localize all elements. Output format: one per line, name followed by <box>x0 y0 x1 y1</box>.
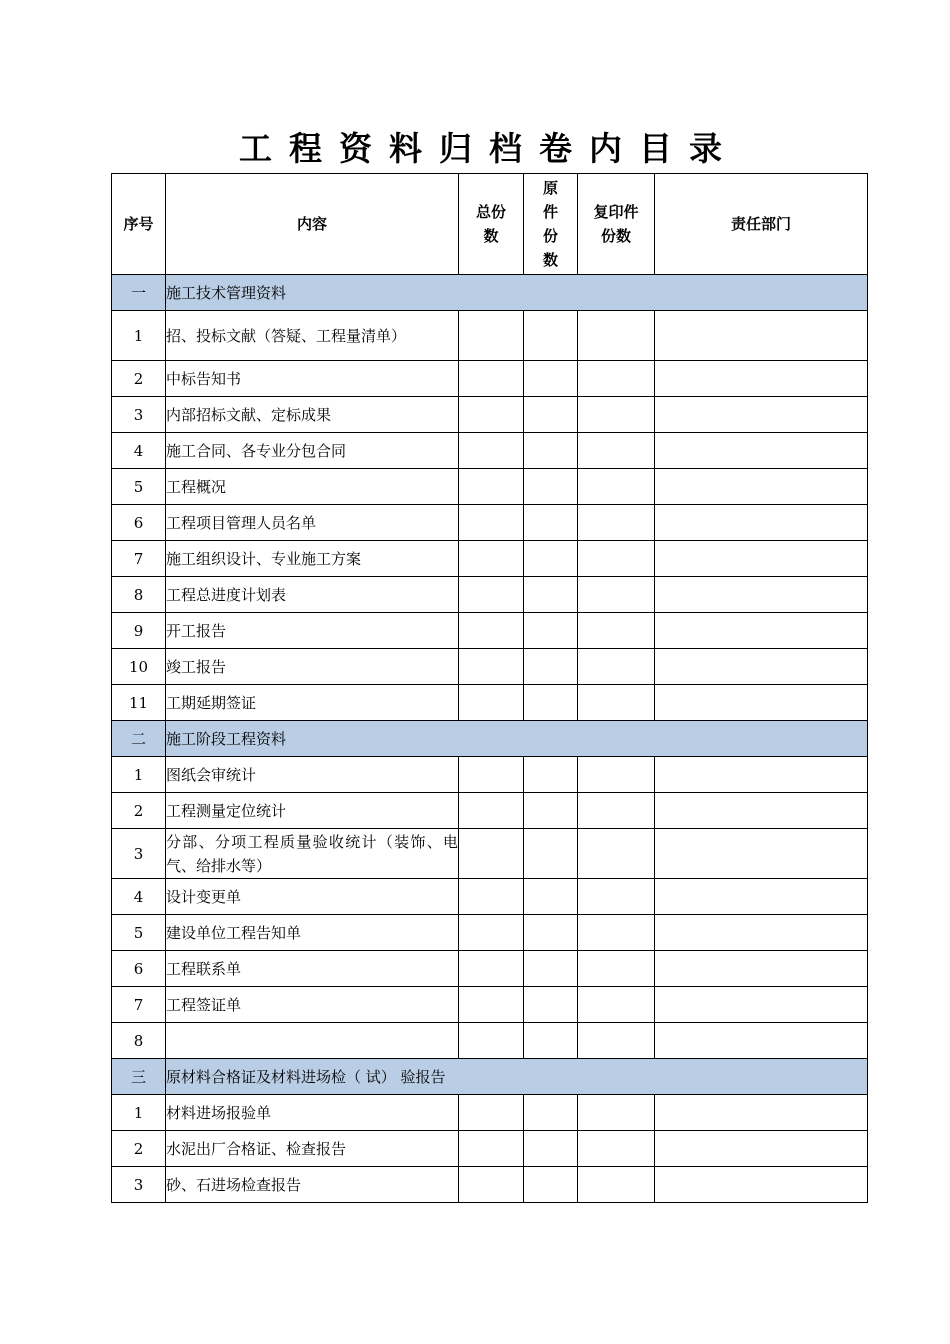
responsible-dept-cell <box>655 361 868 397</box>
photocopy-copies-cell <box>578 793 655 829</box>
original-copies-cell <box>524 505 578 541</box>
section-title: 施工阶段工程资料 <box>166 721 868 757</box>
original-copies-cell <box>524 613 578 649</box>
responsible-dept-cell <box>655 951 868 987</box>
original-copies-cell <box>524 433 578 469</box>
header-original-char-2: 件 <box>542 203 558 221</box>
header-original-char-1: 原 <box>542 179 558 197</box>
section-title: 施工技术管理资料 <box>166 275 868 311</box>
row-index: 4 <box>112 879 166 915</box>
row-content: 图纸会审统计 <box>166 757 459 793</box>
photocopy-copies-cell <box>578 1095 655 1131</box>
row-content: 工程测量定位统计 <box>166 793 459 829</box>
row-index: 6 <box>112 505 166 541</box>
photocopy-copies-cell <box>578 685 655 721</box>
responsible-dept-cell <box>655 829 868 879</box>
table-row <box>112 757 868 793</box>
photocopy-copies-cell <box>578 757 655 793</box>
row-index: 6 <box>112 951 166 987</box>
section-row <box>112 275 868 311</box>
table-row <box>112 987 868 1023</box>
table-row <box>112 793 868 829</box>
table-row <box>112 829 868 879</box>
row-content: 建设单位工程告知单 <box>166 915 459 951</box>
original-copies-cell <box>524 757 578 793</box>
total-copies-cell <box>459 757 524 793</box>
table-row <box>112 1131 868 1167</box>
responsible-dept-cell <box>655 1095 868 1131</box>
row-index: 二 <box>112 721 166 757</box>
table-row <box>112 1023 868 1059</box>
total-copies-cell <box>459 433 524 469</box>
table-row <box>112 1095 868 1131</box>
responsible-dept-cell <box>655 757 868 793</box>
table-row <box>112 951 868 987</box>
row-content: 水泥出厂合格证、检查报告 <box>166 1131 459 1167</box>
photocopy-copies-cell <box>578 613 655 649</box>
row-index: 10 <box>112 649 166 685</box>
original-copies-cell <box>524 879 578 915</box>
table-row <box>112 577 868 613</box>
responsible-dept-cell <box>655 915 868 951</box>
responsible-dept-cell <box>655 577 868 613</box>
row-index: 2 <box>112 1131 166 1167</box>
row-content <box>166 1023 459 1059</box>
row-content: 施工合同、各专业分包合同 <box>166 433 459 469</box>
total-copies-cell <box>459 987 524 1023</box>
original-copies-cell <box>524 361 578 397</box>
responsible-dept-cell <box>655 685 868 721</box>
header-original-char-3: 份 <box>542 227 558 245</box>
responsible-dept-cell <box>655 793 868 829</box>
total-copies-cell <box>459 685 524 721</box>
responsible-dept-cell <box>655 469 868 505</box>
row-content: 工程总进度计划表 <box>166 577 459 613</box>
row-index: 9 <box>112 613 166 649</box>
original-copies-cell <box>524 311 578 361</box>
row-content: 材料进场报验单 <box>166 1095 459 1131</box>
photocopy-copies-cell <box>578 469 655 505</box>
table-row <box>112 613 868 649</box>
responsible-dept-cell <box>655 433 868 469</box>
header-original-copies <box>524 174 578 275</box>
photocopy-copies-cell <box>578 1023 655 1059</box>
row-content: 砂、石进场检查报告 <box>166 1167 459 1203</box>
original-copies-cell <box>524 541 578 577</box>
responsible-dept-cell <box>655 397 868 433</box>
row-index: 3 <box>112 829 166 879</box>
row-index: 7 <box>112 987 166 1023</box>
row-content: 设计变更单 <box>166 879 459 915</box>
table-row <box>112 361 868 397</box>
photocopy-copies-cell <box>578 433 655 469</box>
row-content: 工程联系单 <box>166 951 459 987</box>
responsible-dept-cell <box>655 879 868 915</box>
responsible-dept-cell <box>655 613 868 649</box>
responsible-dept-cell <box>655 1023 868 1059</box>
row-index: 一 <box>112 275 166 311</box>
photocopy-copies-cell <box>578 915 655 951</box>
responsible-dept-cell <box>655 1131 868 1167</box>
archive-catalog-table <box>111 173 868 1203</box>
total-copies-cell <box>459 469 524 505</box>
photocopy-copies-cell <box>578 829 655 879</box>
row-index: 5 <box>112 469 166 505</box>
table-row <box>112 649 868 685</box>
row-content: 工程概况 <box>166 469 459 505</box>
total-copies-cell <box>459 915 524 951</box>
row-index: 2 <box>112 793 166 829</box>
row-index: 1 <box>112 311 166 361</box>
responsible-dept-cell <box>655 541 868 577</box>
responsible-dept-cell <box>655 505 868 541</box>
total-copies-cell <box>459 541 524 577</box>
photocopy-copies-cell <box>578 397 655 433</box>
table-header-row <box>112 174 868 275</box>
responsible-dept-cell <box>655 311 868 361</box>
photocopy-copies-cell <box>578 879 655 915</box>
row-index: 4 <box>112 433 166 469</box>
row-content: 内部招标文献、定标成果 <box>166 397 459 433</box>
header-photocopy-copies-label: 复印件份数 <box>593 203 639 245</box>
table-row <box>112 311 868 361</box>
total-copies-cell <box>459 311 524 361</box>
original-copies-cell <box>524 915 578 951</box>
table-row <box>112 1167 868 1203</box>
total-copies-cell <box>459 1095 524 1131</box>
original-copies-cell <box>524 397 578 433</box>
header-photocopy-copies <box>578 174 655 275</box>
original-copies-cell <box>524 577 578 613</box>
table-body <box>112 275 868 1203</box>
section-title: 原材料合格证及材料进场检（ 试） 验报告 <box>166 1059 868 1095</box>
row-index: 三 <box>112 1059 166 1095</box>
photocopy-copies-cell <box>578 1131 655 1167</box>
section-row <box>112 721 868 757</box>
row-index: 11 <box>112 685 166 721</box>
total-copies-cell <box>459 649 524 685</box>
photocopy-copies-cell <box>578 577 655 613</box>
original-copies-cell <box>524 469 578 505</box>
row-content: 工程签证单 <box>166 987 459 1023</box>
total-copies-cell <box>459 793 524 829</box>
row-index: 7 <box>112 541 166 577</box>
header-responsible-dept: 责任部门 <box>655 174 868 275</box>
table-row <box>112 397 868 433</box>
table-row <box>112 505 868 541</box>
row-content: 施工组织设计、专业施工方案 <box>166 541 459 577</box>
row-content: 工程项目管理人员名单 <box>166 505 459 541</box>
row-index: 8 <box>112 577 166 613</box>
row-index: 5 <box>112 915 166 951</box>
photocopy-copies-cell <box>578 505 655 541</box>
row-content: 招、投标文献（答疑、工程量清单） <box>166 311 459 361</box>
total-copies-cell <box>459 1167 524 1203</box>
row-content: 竣工报告 <box>166 649 459 685</box>
original-copies-cell <box>524 951 578 987</box>
total-copies-cell <box>459 1023 524 1059</box>
row-index: 3 <box>112 397 166 433</box>
header-content: 内容 <box>166 174 459 275</box>
table-row <box>112 879 868 915</box>
original-copies-cell <box>524 1131 578 1167</box>
row-index: 2 <box>112 361 166 397</box>
table-row <box>112 541 868 577</box>
photocopy-copies-cell <box>578 649 655 685</box>
header-total-copies <box>459 174 524 275</box>
photocopy-copies-cell <box>578 987 655 1023</box>
original-copies-cell <box>524 829 578 879</box>
total-copies-cell <box>459 505 524 541</box>
total-copies-cell <box>459 1131 524 1167</box>
photocopy-copies-cell <box>578 1167 655 1203</box>
original-copies-cell <box>524 1095 578 1131</box>
photocopy-copies-cell <box>578 361 655 397</box>
row-index: 1 <box>112 757 166 793</box>
section-row <box>112 1059 868 1095</box>
header-original-char-4: 数 <box>542 251 558 269</box>
total-copies-cell <box>459 879 524 915</box>
original-copies-cell <box>524 649 578 685</box>
responsible-dept-cell <box>655 649 868 685</box>
photocopy-copies-cell <box>578 311 655 361</box>
header-total-copies-label: 总份数 <box>475 203 506 245</box>
table-row <box>112 685 868 721</box>
table-row <box>112 915 868 951</box>
row-content: 分部、分项工程质量验收统计（装饰、电气、给排水等） <box>166 829 459 879</box>
row-index: 8 <box>112 1023 166 1059</box>
original-copies-cell <box>524 793 578 829</box>
original-copies-cell <box>524 685 578 721</box>
row-index: 3 <box>112 1167 166 1203</box>
responsible-dept-cell <box>655 987 868 1023</box>
photocopy-copies-cell <box>578 541 655 577</box>
original-copies-cell <box>524 1167 578 1203</box>
table-row <box>112 469 868 505</box>
header-index: 序号 <box>112 174 166 275</box>
photocopy-copies-cell <box>578 951 655 987</box>
row-content: 开工报告 <box>166 613 459 649</box>
total-copies-cell <box>459 613 524 649</box>
original-copies-cell <box>524 987 578 1023</box>
total-copies-cell <box>459 951 524 987</box>
page-title: 工程资料归档卷内目录 <box>239 129 739 168</box>
total-copies-cell <box>459 577 524 613</box>
total-copies-cell <box>459 361 524 397</box>
row-index: 1 <box>112 1095 166 1131</box>
responsible-dept-cell <box>655 1167 868 1203</box>
row-content: 中标告知书 <box>166 361 459 397</box>
original-copies-cell <box>524 1023 578 1059</box>
row-content: 工期延期签证 <box>166 685 459 721</box>
total-copies-cell <box>459 829 524 879</box>
total-copies-cell <box>459 397 524 433</box>
table-row <box>112 433 868 469</box>
